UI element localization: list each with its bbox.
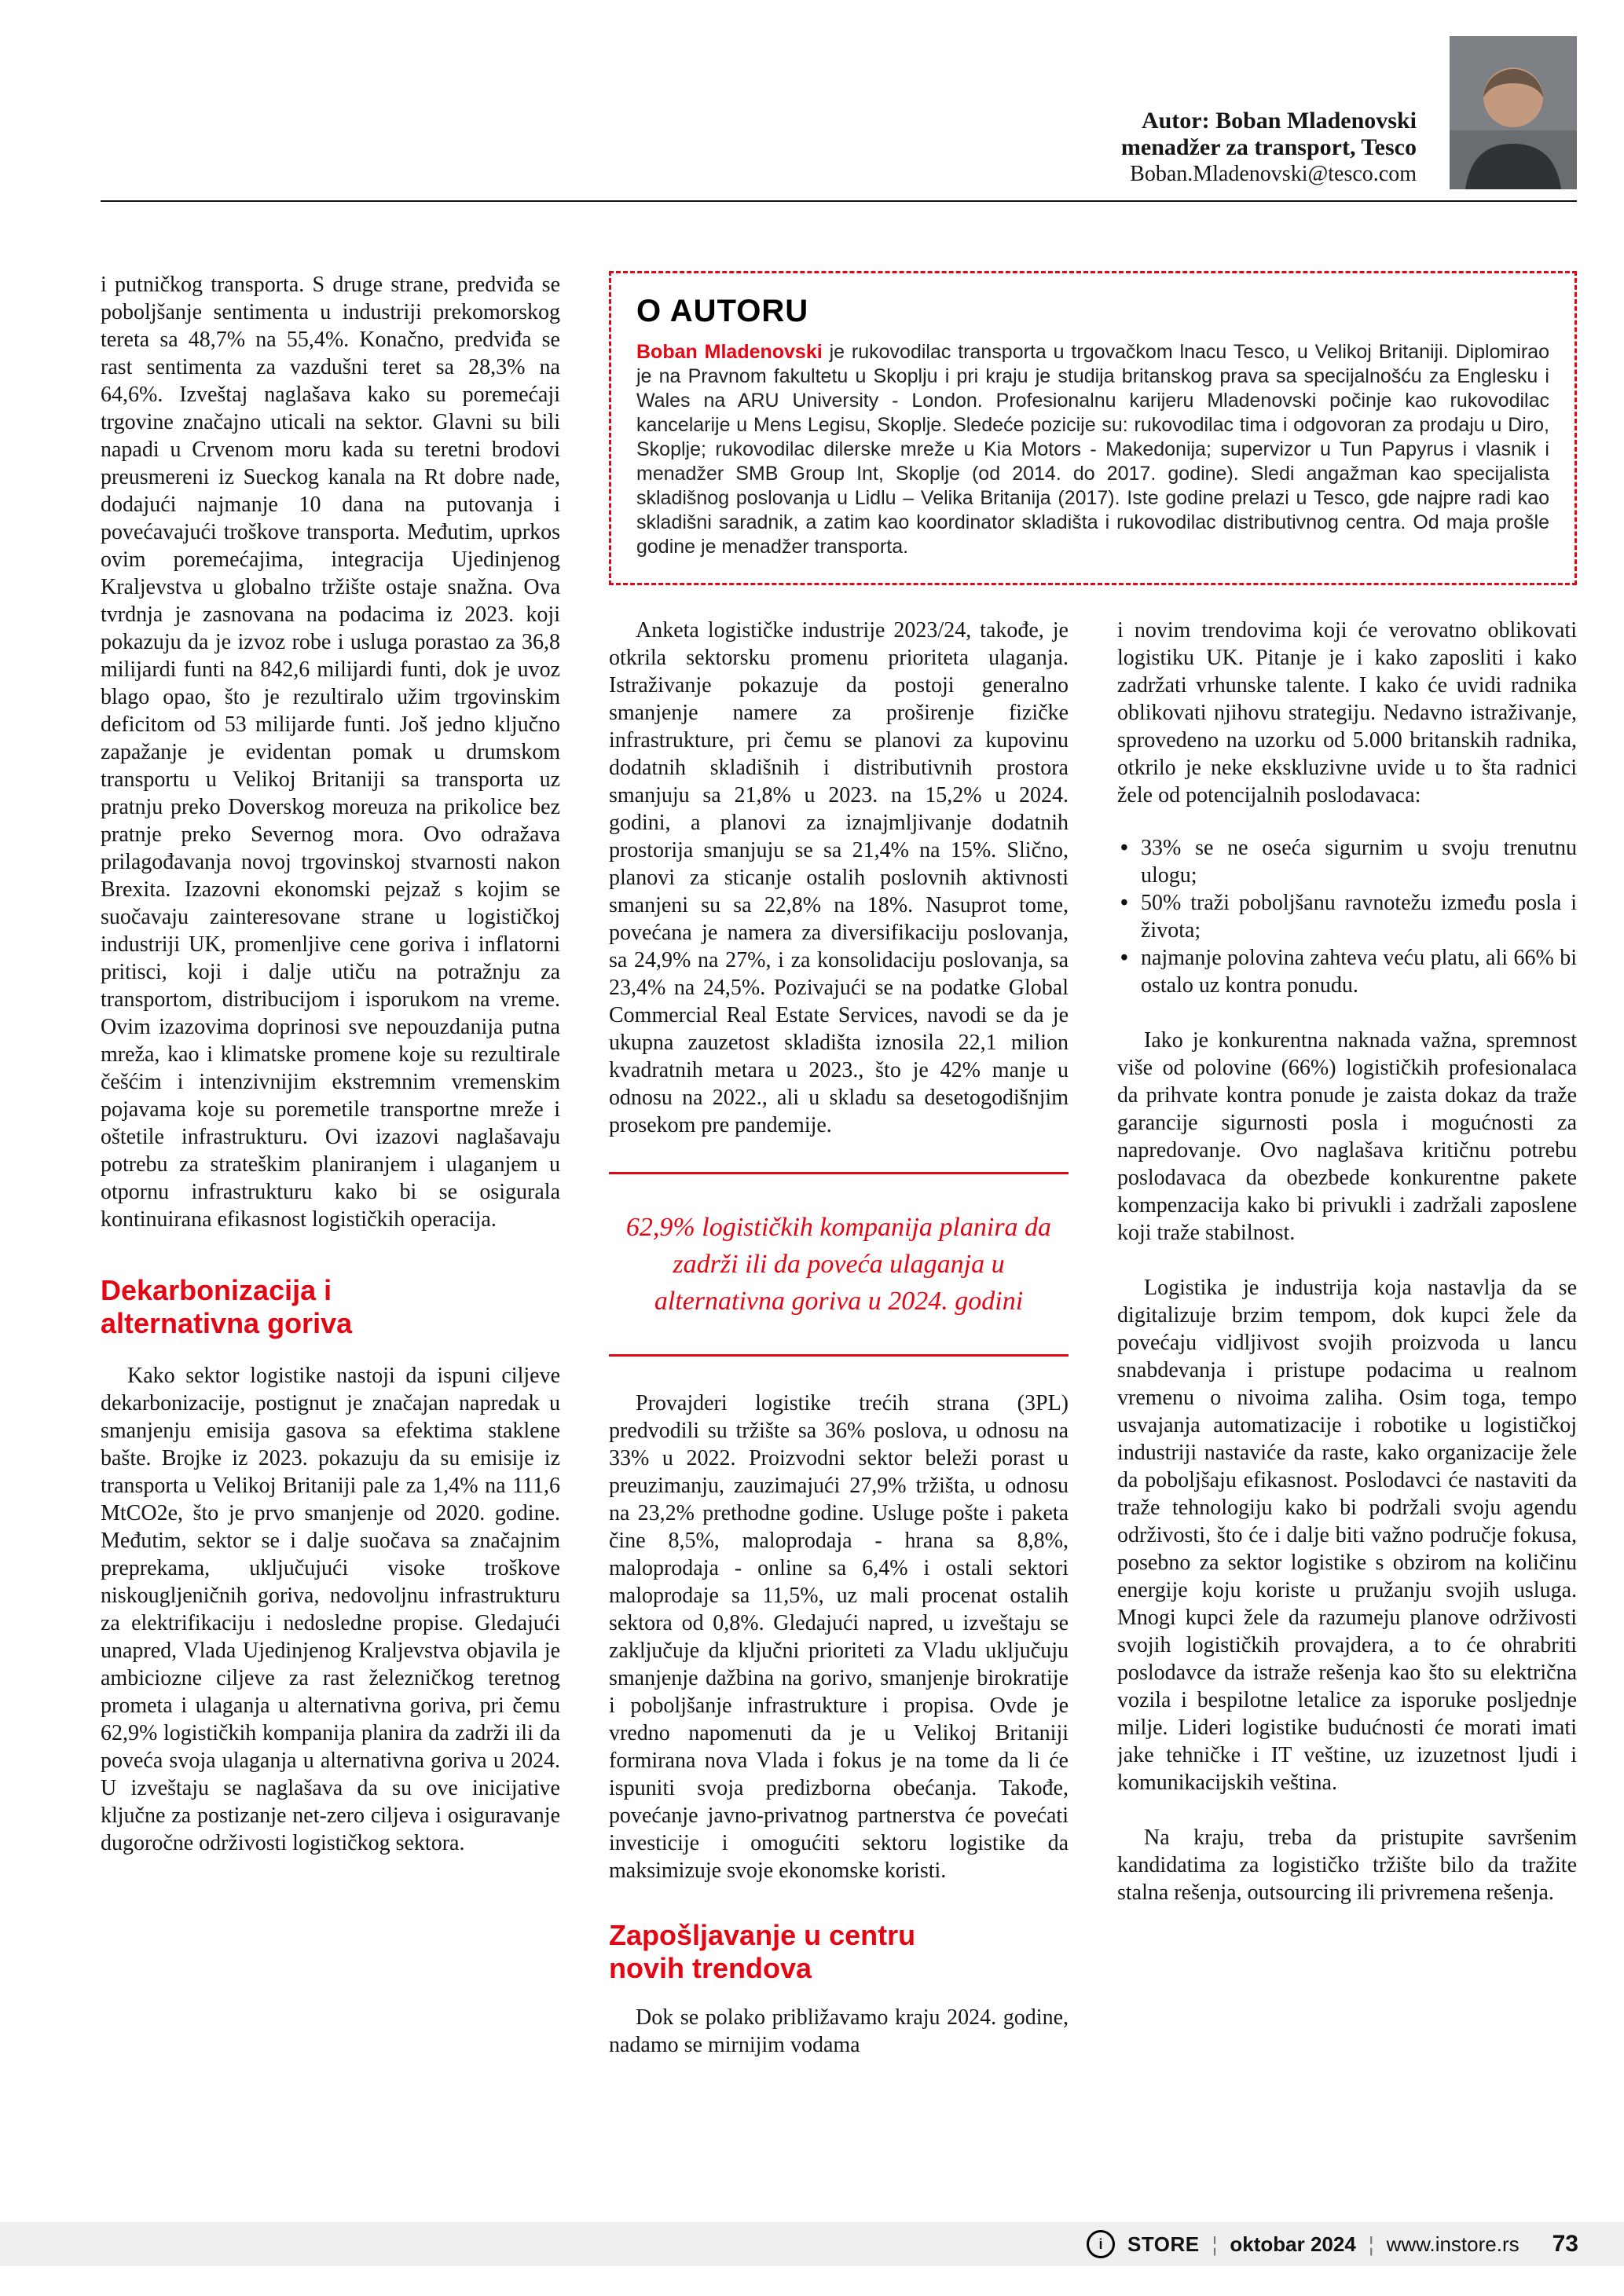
list-item: • 50% traži poboljšanu ravnotežu između posla i života; [1117,889,1577,944]
footer-issue-date: oktobar 2024 [1230,2232,1356,2256]
footer-separator: ¦ [1368,2232,1374,2256]
pull-quote [609,1172,1069,1357]
page-header [101,0,1577,189]
header-divider [101,200,1577,202]
pull-quote-text: 62,9% logističkih kompanija planira da zadrži ili da poveća ulaganja u alternativna goriva u 2024. godini [625,1213,1052,1316]
right-section [609,271,1577,2186]
footer-separator: ¦ [1212,2232,1218,2256]
article-body [101,271,1577,2186]
page-footer [0,2222,1624,2266]
author-email[interactable]: Boban.Mladenovski@tesco.com [1130,162,1417,186]
list-item: • najmanje polovina zahteva veću platu, ali 66% bi ostalo uz kontra ponudu. [1117,944,1577,999]
about-author-name: Boban Mladenovski [636,341,823,363]
body-paragraph: Kako sektor logistike nastoji da ispuni ciljeve dekarbonizacije, postignut je značajan napredak u smanjenju emisija gasova sa efektima staklene bašte. Brojke iz 2023. pokazuju da su emisije iz transporta u Velikoj Britaniji pale za 1,4% na 111,6 MtCO2e, što je prvo smanjenje od 2020. godine. Međutim, sektor se i dalje suočava sa značajnim preprekama, uključujući visoke troškove niskougljeničnih goriva, nedovoljnu infrastrukturu za elektrifikaciju i nedosledne propise. Gledajući unapred, Vlada Ujedinjenog Kraljevstva objavila je ambiciozne ciljeve za rast železničkog teretnog prometa i ulaganja u alternativna goriva, pri čemu 62,9% logističkih kompanija planira da zadrži ili da poveća svoja ulaganja u alternativna goriva u 2024. U izveštaju se naglašava da su ove inicijative ključne za postizanje net-zero ciljeva i osiguravanje dugoročne održivosti logističkog sektora. [101,1364,560,1855]
column-3 [1117,617,1577,2186]
section-heading-employment: Zapošljavanje u centru novih trendova [609,1919,916,1984]
body-paragraph: Provajderi logistike trećih strana (3PL) predvodili su tržište sa 36% poslova, u odnosu na 33% u 2022. Proizvodni sektor beleži porast u preuzimanju, zauzimajući 27,9% tržišta, u odnosu na 23,2% prethodne godine. Usluge pošte i paketa čine 8,5%, maloprodaja - hrana sa 8,8%, maloprodaja - online sa 6,4% i ostali sektori maloprodaje sa 11,5%, uz mali procenat ostalih sektora od 0,8%. Gledajući napred, u izveštaju se zaključuje da ključni prioriteti za Vladu uključuju smanjenje dažbina na gorivo, smanjenje birokratije i poboljšanje infrastrukture i propisa. Ovde je vredno napomenuti da je u Velikoj Britaniji formirana nova Vlada i fokus je na tome da li će ispuniti svoja predizborna obećanja. Takođe, povećanje javno-privatnog partnerstva će povećati investicije i omogućiti sektoru logistike da maksimizuje svoje ekonomske koristi. [609,1391,1069,1883]
worker-wishes-list [1117,834,1577,999]
column-1 [101,271,560,2186]
about-box-text [636,340,1549,559]
two-columns [609,617,1577,2186]
body-paragraph: i putničkog transporta. S druge strane, predviđa se poboljšanje sentimenta u industriji prekomorskog tereta sa 48,7% na 55,4%. Konačno, predviđa se rast sentimenta za vazdušni teret sa 28,3% na 64,6%. Izveštaj naglašava kako su poremećaji trgovine značajno uticali na sektor. Glavni su bili napadi u Crvenom moru kada su teretni brodovi preusmereni iz Sueckog kanala na Rt dobre nade, dodajući najmanje 10 dana na putovanja i povećavajući troškove transporta. Međutim, uprkos ovim poremećajima, integracija Ujedinjenog Kraljevstva u globalno tržište ostaje snažna. Ova tvrdnja je zasnovana na podacima iz 2023. koji pokazuju da je izvoz robe i usluga porastao za 36,8 milijardi funti na 842,6 milijardi funti, dok je uvoz blago opao, što je rezultiralo užim trgovinskim deficitom od 53 milijarde funti. Još jedno ključno zapažanje je evidentan pomak u drumskom transportu u Velikoj Britaniji sa transporta uz pratnju preko Doverskog moreuza na prikolice bez pratnje preko Severnog mora. Ovo odražava prilagođavanja novoj trgovinskoj stvarnosti nakon Brexita. Izazovni ekonomski pejzaž s kojim se suočavaju zainteresovane strane u logističkoj industriji UK, promenljive cene goriva i inflatorni pritisci, koji i dalje utiču na potražnju za transportom, distribucijom i isporukom na vreme. Ovim izazovima doprinosi sve nepouzdanija putna mreža, kao i klimatske promene koje su rezultirale češćim i intenzivnijim ekstremnim vremenskim pojavama koje su poremetile transportne mreže i oštetile infrastrukturu. Ovi izazovi naglašavaju potrebu za strateškim planiranjem i ulaganjem u otpornu infrastrukturu kako bi se osigurala kontinuirana efikasnost logističkih operacija. [101,273,560,1232]
author-block [1121,108,1417,189]
list-item: • 33% se ne oseća sigurnim u svoju trenutnu ulogu; [1117,834,1577,889]
author-photo-silhouette [1450,36,1577,189]
footer-website-link[interactable]: www.instore.rs [1386,2232,1520,2256]
about-author-box [609,271,1577,585]
body-paragraph: Dok se polako približavamo kraju 2024. godine, nadamo se mirnijim vodama [609,2005,1069,2057]
column-2 [609,617,1069,2186]
about-box-title: O AUTORU [636,294,809,328]
body-paragraph: Iako je konkurentna naknada važna, spremnost više od polovine (66%) logističkih profesionalaca da prihvate kontra ponude je zaista dokaz da traže garancije sigurnosti posla i mogućnosti za napredovanje. Ovo naglašava kritičnu potrebu poslodavaca da obezbede konkurentne pakete kompenzacija kako bi privukli i zadržali zaposlene koji traže stabilnost. [1117,1028,1577,1245]
author-photo [1450,36,1577,189]
body-paragraph: Logistika je industrija koja nastavlja da se digitalizuje brzim tempom, dok kupci žele da povećaju vidljivost svojih proizvoda u lancu snabdevanja i pristupe podacima u realnom vremenu o nivoima zaliha. Osim toga, tempo usvajanja automatizacije i robotike u logističkoj industriji nastaviće da raste, kako organizacije žele da poboljšaju efikasnost. Poslodavci će nastaviti da traže tehnologiju kako bi podržali svoju agendu održivosti, što će i dalje biti važno područje fokusa, posebno za sektor logistike s obzirom na količinu energije koju koriste u pružanju svojih usluga. Mnogi kupci žele da razumeju planove održivosti svojih logističkih provajdera, a to će ohrabriti poslodavce da istraže rešenja kao što su električna vozila i bespilotne letalice za isporuke posljednje milje. Lideri logistike budućnosti će morati imati jake tehničke i IT veštine, uz izuzetnost ljudi i komunikacijskih veština. [1117,1276,1577,1795]
body-paragraph: i novim trendovima koji će verovatno oblikovati logistiku UK. Pitanje je i kako zaposliti i kako zadržati vrhunske talente. I kako će uvidi radnika oblikovati njihovu strategiju. Nedavno istraživanje, sprovedeno na uzorku od 5.000 britanskih radnika, otkrilo je neke ekskluzivne uvide u to šta radnici žele od potencijalnih poslodavaca: [1117,618,1577,807]
section-heading-decarbonization: Dekarbonizacija i alternativna goriva [101,1274,353,1339]
author-name-line: Autor: Boban Mladenovski [1141,108,1417,134]
footer-brand: STORE [1127,2232,1200,2256]
body-paragraph: Na kraju, treba da pristupite savršenim kandidatima za logističko tržište bilo da tražite stalna rešenja, outsourcing ili privremena rešenja. [1117,1825,1577,1905]
body-paragraph: Anketa logističke industrije 2023/24, takođe, je otkrila sektorsku promenu prioriteta ulaganja. Istraživanje pokazuje da postoji generalno smanjenje namere za proširenje fizičke infrastrukture, pri čemu se planovi za kupovinu dodatnih skladišnih i distributivnih prostora smanjuju sa 21,8% u 2023. na 15,2% u 2024. godini, a planovi za iznajmljivanje dodatnih prostorija smanjuju se sa 21,4% na 15%. Slično, planovi za sticanje ostalih poslovnih aktivnosti smanjeni su sa 22,8% na 18%. Nasuprot tome, povećana je namera za diversifikaciju poslovanja, sa 24,9% na 27%, i za konsolidaciju poslovanja, sa 23,4% na 24,5%. Pozivajući se na podatke Global Commercial Real Estate Services, navodi se da je ukupna zauzetost skladišta iznosila 22,1 milion kvadratnih metara u 2023., što je 42% manje u odnosu na 2022., ali u skladu sa desetogodišnjim prosekom pre pandemije. [609,618,1069,1137]
author-role: menadžer za transport, Tesco [1120,134,1417,160]
about-author-bio: je rukovodilac transporta u trgovačkom lnacu Tesco, u Velikoj Britaniji. Diplomirao je na Pravnom fakultetu u Skoplju i pri kraju je studija britanskog prava sa specijalnošću za Englesku i Wales na ARU University - London. Profesionalnu karijeru Mladenovski počinje kao rukovodilac kancelarije u Mens Legisu, Skoplje. Sledeće pozicije su: rukovodilac tima i odgovoran za prodaju u Diro, Skoplje; rukovodilac dilerske mreže u Kia Motors - Makedonija; supervizor u Tun Papyrus i vlasnik i menadžer SMB Group Int, Skoplje (od 2014. do 2017. godine). Sledi angažman kao specijalista skladišnog poslovanja u Lidlu – Velika Britanija (2017). Iste godine prelazi u Tesco, gde najpre radi kao skladišni saradnik, a zatim kao koordinator skladišta i rukovodilac distributivnog centra. Od maja prošle godine je menadžer transporta. [636,341,1549,558]
instore-logo-icon: i [1087,2230,1115,2258]
page-number: 73 [1552,2231,1578,2257]
